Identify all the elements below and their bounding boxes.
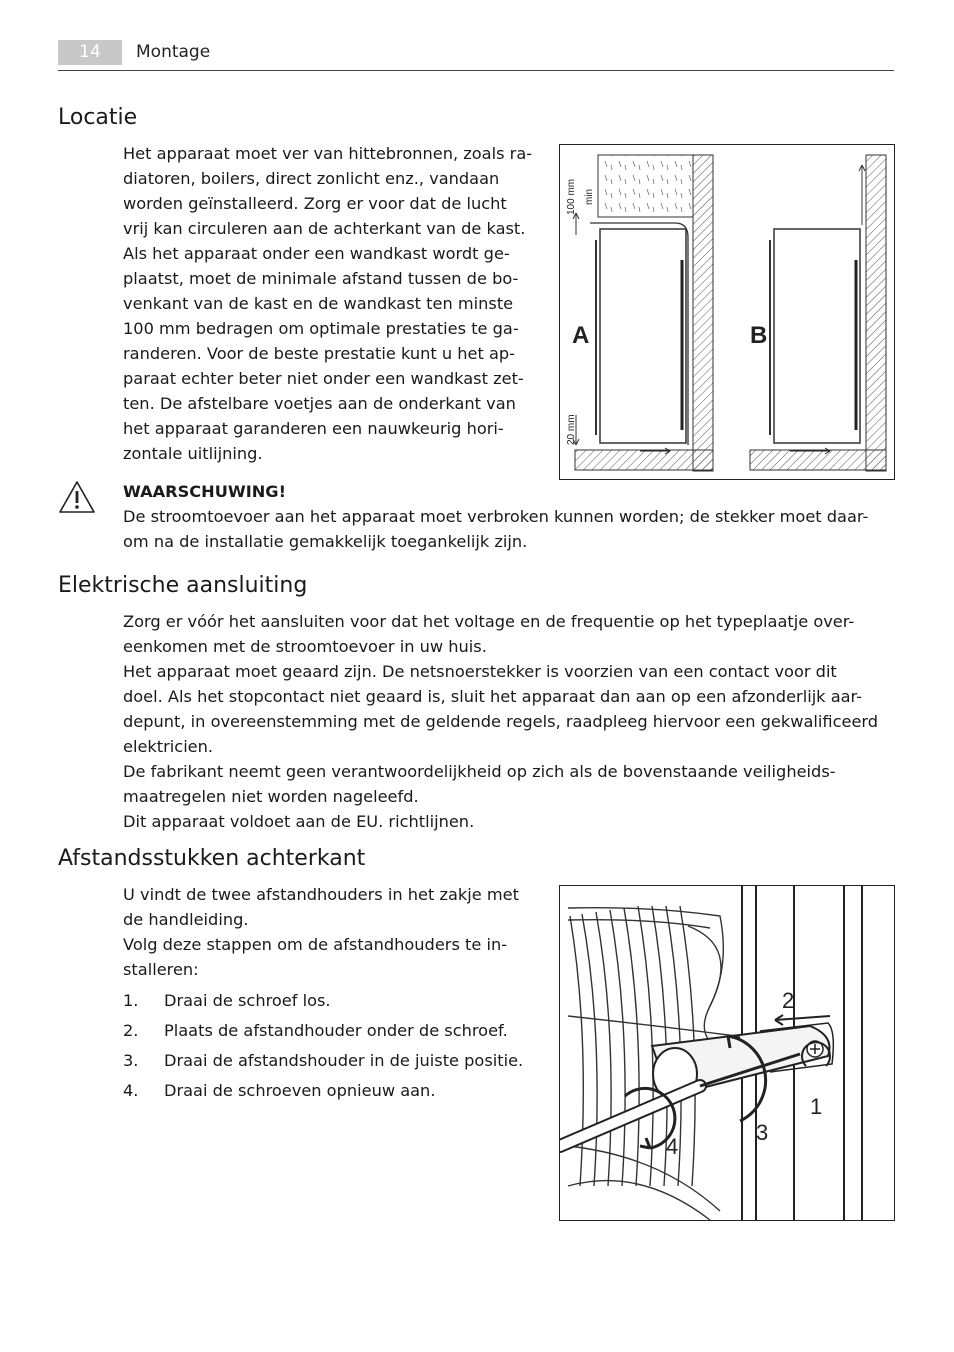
- afstand-heading: Afstandsstukken achterkant: [58, 846, 366, 871]
- wall-b: [866, 155, 886, 471]
- wall-a: [693, 155, 713, 471]
- locatie-body: Het apparaat moet ver van hittebronnen, zoals ra- diatoren, boilers, direct zonlicht enz., vandaan worden geïnstalleerd. Zorg er voor dat de lucht vrij kan circuleren aan de achterkant van de kast. Als het apparaat onder een wandkast wordt ge- plaatst, moet de minimale afstand tussen de bo- venkant van de kast en de wandkast ten minste 100 mm bedragen om optimale prestaties te ga- randeren. Voor de beste prestatie kunt u het ap- paraat echter beter niet onder een wandkast zet- ten. De afstelbare voetjes aan de onderkant van het apparaat garanderen een nauwkeurig hori- zontale uitlijning.: [123, 144, 533, 463]
- floor-b: [750, 450, 886, 470]
- step-label-4: 4: [666, 1134, 679, 1159]
- appliance-b: [774, 229, 860, 443]
- step-number: 1.: [123, 991, 139, 1010]
- step-label-3: 3: [756, 1120, 769, 1145]
- placement-diagram: [560, 145, 894, 479]
- appliance-a: [600, 229, 686, 443]
- label-b: B: [750, 322, 768, 349]
- header-divider: [58, 70, 894, 71]
- page-number: 14: [58, 40, 122, 65]
- warning-body: De stroomtoevoer aan het apparaat moet verbroken kunnen worden; de stekker moet daar- om na de installatie gemakkelijk toegankelijk zijn.: [123, 507, 869, 551]
- warning-title: WAARSCHUWING!: [123, 482, 286, 501]
- step-text: Draai de schroeven opnieuw aan.: [164, 1081, 436, 1100]
- step-text: Plaats de afstandhouder onder de schroef.: [164, 1021, 508, 1040]
- elektrisch-heading: Elektrische aansluiting: [58, 573, 308, 598]
- section-title: Montage: [136, 42, 211, 62]
- locatie-heading: Locatie: [58, 105, 138, 130]
- dim-bottom-label: 20 mm: [566, 414, 577, 445]
- step-number: 2.: [123, 1021, 139, 1040]
- step-label-1: 1: [810, 1094, 823, 1119]
- dim-top-sub-label: min: [584, 188, 595, 205]
- spacer-figure: [559, 885, 895, 1221]
- wall-cabinet-a: [598, 155, 693, 217]
- step-text: Draai de afstandshouder in de juiste positie.: [164, 1051, 524, 1070]
- step-number: 3.: [123, 1051, 139, 1070]
- placement-figure: [559, 144, 895, 480]
- afstand-intro: U vindt de twee afstandhouders in het zakje met de handleiding. Volg deze stappen om de afstandhouders te in- stalleren:: [123, 885, 519, 979]
- step-number: 4.: [123, 1081, 139, 1100]
- step-text: Draai de schroef los.: [164, 991, 331, 1010]
- dim-top-label: 100 mm: [566, 178, 577, 215]
- label-a: A: [572, 322, 590, 349]
- elektrisch-body: Zorg er vóór het aansluiten voor dat het voltage en de frequentie op het typeplaatje over- eenkomen met de stroomtoevoer in uw huis. Het apparaat moet geaard zijn. De netsnoerstekker is voorzien van een contact voor dit doel. Als het stopcontact niet geaard is, sluit het apparaat dan aan op een afzonderlijk aar- depunt, in overeenstemming met de geldende regels, raadpleeg hiervoor een gekwalificeerd elektricien. De fabrikant neemt geen verantwoordelijkheid op zich als de bovenstaande veiligheids- maatregelen niet worden nageleefd. Dit apparaat voldoet aan de EU. richtlijnen.: [123, 612, 879, 831]
- spacer-diagram: [560, 886, 894, 1220]
- floor-a: [575, 450, 713, 470]
- step-label-2: 2: [782, 988, 795, 1013]
- warning-triangle-icon: [58, 480, 96, 514]
